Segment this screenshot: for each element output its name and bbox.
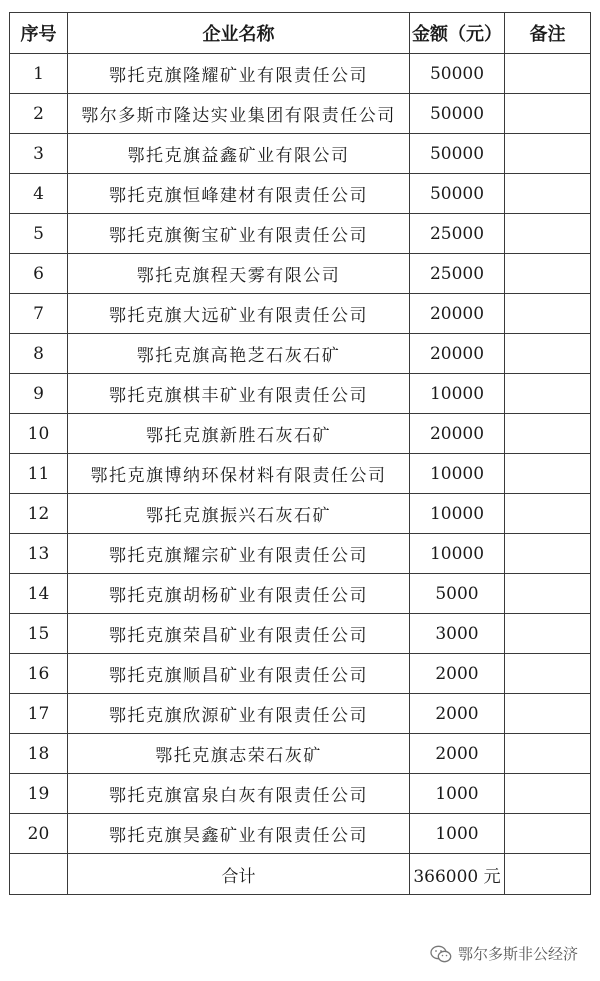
- row-amount: 20000: [410, 334, 505, 374]
- table-row: [10, 374, 591, 414]
- row-company-name: 鄂托克旗荣昌矿业有限责任公司: [68, 614, 410, 654]
- row-company-name: 鄂托克旗胡杨矿业有限责任公司: [68, 574, 410, 614]
- row-amount: 2000: [410, 654, 505, 694]
- row-amount: 20000: [410, 294, 505, 334]
- row-remark: [505, 374, 591, 414]
- row-remark: [505, 134, 591, 174]
- table-row: [10, 294, 591, 334]
- header-remark: 备注: [505, 13, 591, 54]
- row-remark: [505, 534, 591, 574]
- row-amount: 10000: [410, 534, 505, 574]
- row-company-name: 鄂托克旗新胜石灰石矿: [68, 414, 410, 454]
- row-remark: [505, 414, 591, 454]
- row-index: 14: [10, 574, 68, 614]
- row-amount: 25000: [410, 214, 505, 254]
- row-remark: [505, 254, 591, 294]
- row-index: 3: [10, 134, 68, 174]
- row-remark: [505, 334, 591, 374]
- table-row: [10, 774, 591, 814]
- row-remark: [505, 454, 591, 494]
- header-amount: 金额（元）: [410, 13, 505, 54]
- table-row: [10, 174, 591, 214]
- row-company-name: 鄂托克旗棋丰矿业有限责任公司: [68, 374, 410, 414]
- row-index: 8: [10, 334, 68, 374]
- row-remark: [505, 774, 591, 814]
- row-company-name: 鄂托克旗益鑫矿业有限公司: [68, 134, 410, 174]
- row-amount: 1000: [410, 814, 505, 854]
- table-row: [10, 134, 591, 174]
- row-company-name: 鄂托克旗昊鑫矿业有限责任公司: [68, 814, 410, 854]
- row-index: 16: [10, 654, 68, 694]
- row-company-name: 鄂托克旗顺昌矿业有限责任公司: [68, 654, 410, 694]
- table-row: [10, 414, 591, 454]
- table-body: [10, 54, 591, 854]
- row-remark: [505, 214, 591, 254]
- row-company-name: 鄂托克旗隆耀矿业有限责任公司: [68, 54, 410, 94]
- row-index: 1: [10, 54, 68, 94]
- row-amount: 5000: [410, 574, 505, 614]
- row-amount: 10000: [410, 494, 505, 534]
- watermark-text: 鄂尔多斯非公经济: [457, 945, 578, 963]
- table-row: [10, 694, 591, 734]
- table-row: [10, 94, 591, 134]
- row-remark: [505, 694, 591, 734]
- row-remark: [505, 574, 591, 614]
- table-row: [10, 54, 591, 94]
- wechat-icon: [430, 945, 452, 963]
- watermark: [430, 943, 578, 964]
- table-row: [10, 734, 591, 774]
- row-index: 5: [10, 214, 68, 254]
- total-index-cell: [10, 854, 68, 895]
- row-company-name: 鄂尔多斯市隆达实业集团有限责任公司: [68, 94, 410, 134]
- total-remark-cell: [505, 854, 591, 895]
- table-row: [10, 814, 591, 854]
- header-row: [10, 13, 591, 54]
- row-remark: [505, 174, 591, 214]
- row-company-name: 鄂托克旗志荣石灰矿: [68, 734, 410, 774]
- table-row: [10, 214, 591, 254]
- row-company-name: 鄂托克旗高艳芝石灰石矿: [68, 334, 410, 374]
- row-amount: 50000: [410, 94, 505, 134]
- row-amount: 50000: [410, 54, 505, 94]
- row-remark: [505, 614, 591, 654]
- row-remark: [505, 94, 591, 134]
- row-amount: 20000: [410, 414, 505, 454]
- total-amount: 366000 元: [410, 854, 505, 895]
- row-amount: 10000: [410, 454, 505, 494]
- row-amount: 2000: [410, 694, 505, 734]
- row-index: 4: [10, 174, 68, 214]
- row-company-name: 鄂托克旗大远矿业有限责任公司: [68, 294, 410, 334]
- total-label: 合计: [68, 854, 410, 895]
- row-index: 18: [10, 734, 68, 774]
- row-company-name: 鄂托克旗博纳环保材料有限责任公司: [68, 454, 410, 494]
- table-row: [10, 334, 591, 374]
- row-index: 13: [10, 534, 68, 574]
- row-index: 11: [10, 454, 68, 494]
- row-amount: 50000: [410, 134, 505, 174]
- row-amount: 25000: [410, 254, 505, 294]
- row-company-name: 鄂托克旗振兴石灰石矿: [68, 494, 410, 534]
- row-amount: 50000: [410, 174, 505, 214]
- row-company-name: 鄂托克旗富泉白灰有限责任公司: [68, 774, 410, 814]
- table-row: [10, 574, 591, 614]
- table-row: [10, 534, 591, 574]
- total-row: [10, 854, 591, 895]
- header-index: 序号: [10, 13, 68, 54]
- row-remark: [505, 494, 591, 534]
- row-index: 10: [10, 414, 68, 454]
- row-index: 2: [10, 94, 68, 134]
- row-company-name: 鄂托克旗耀宗矿业有限责任公司: [68, 534, 410, 574]
- row-index: 7: [10, 294, 68, 334]
- row-index: 19: [10, 774, 68, 814]
- table-row: [10, 494, 591, 534]
- row-company-name: 鄂托克旗恒峰建材有限责任公司: [68, 174, 410, 214]
- row-amount: 1000: [410, 774, 505, 814]
- row-remark: [505, 54, 591, 94]
- row-index: 6: [10, 254, 68, 294]
- row-index: 12: [10, 494, 68, 534]
- row-remark: [505, 814, 591, 854]
- header-company: 企业名称: [68, 13, 410, 54]
- row-remark: [505, 734, 591, 774]
- row-remark: [505, 654, 591, 694]
- row-index: 15: [10, 614, 68, 654]
- row-remark: [505, 294, 591, 334]
- row-amount: 3000: [410, 614, 505, 654]
- row-amount: 2000: [410, 734, 505, 774]
- donation-table: [9, 12, 591, 895]
- row-index: 17: [10, 694, 68, 734]
- table-row: [10, 654, 591, 694]
- row-company-name: 鄂托克旗程天雾有限公司: [68, 254, 410, 294]
- row-company-name: 鄂托克旗欣源矿业有限责任公司: [68, 694, 410, 734]
- row-index: 9: [10, 374, 68, 414]
- row-index: 20: [10, 814, 68, 854]
- row-amount: 10000: [410, 374, 505, 414]
- table-row: [10, 254, 591, 294]
- row-company-name: 鄂托克旗衡宝矿业有限责任公司: [68, 214, 410, 254]
- table-row: [10, 614, 591, 654]
- table-row: [10, 454, 591, 494]
